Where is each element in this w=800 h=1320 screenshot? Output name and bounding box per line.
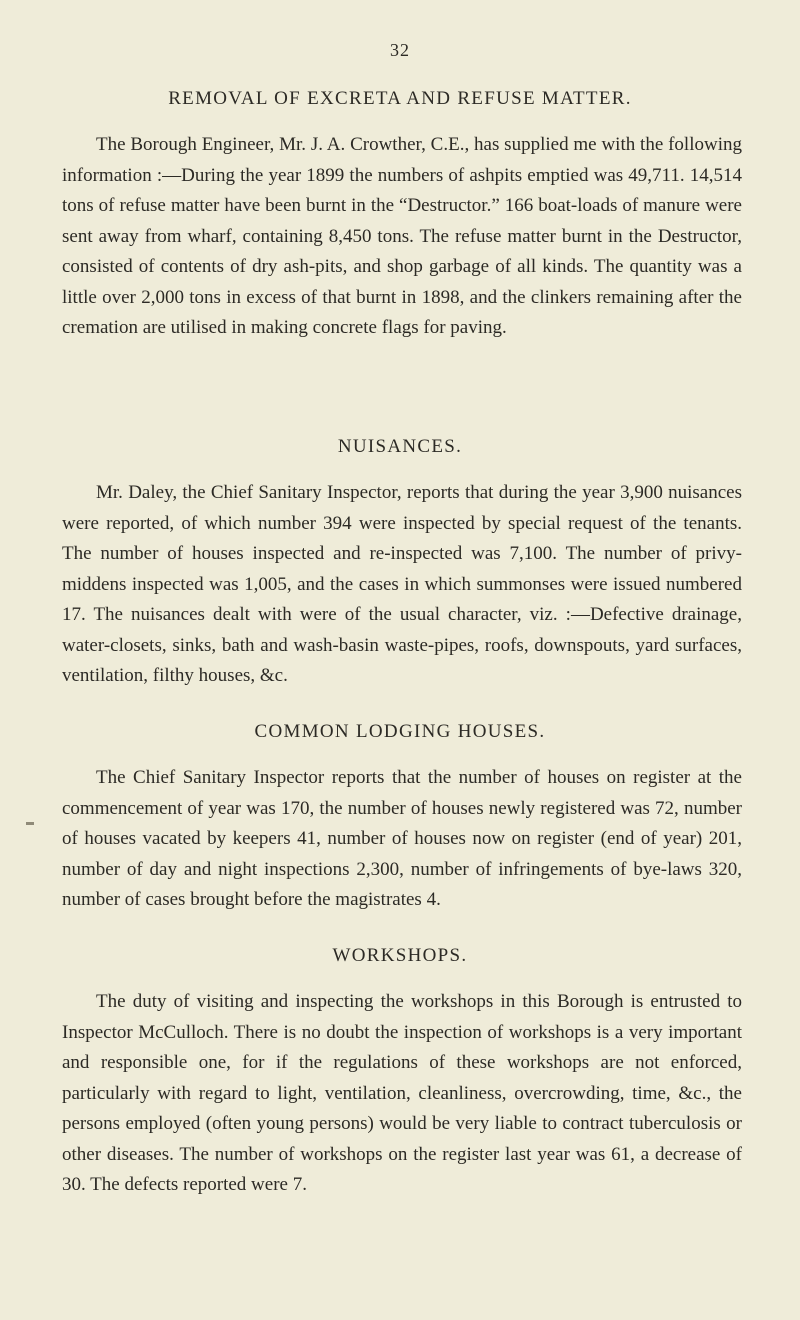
- paragraph-workshops: The duty of visiting and inspecting the workshops in this Borough is entrusted to Inspector McCulloch. There is no doubt the inspection of workshops is a very important and responsible one, for if the regulations of these workshops are not enforced, particularly with regard to light, ventilation, cleanliness, overcrowding, time, &c., the persons employed (often young persons) would be very liable to contract tuberculosis or other diseases. The number of workshops on the register last year was 61, a decrease of 30. The defects reported were 7.: [62, 991, 742, 1195]
- paragraph-nuisances: Mr. Daley, the Chief Sanitary Inspector, reports that during the year 3,900 nuisances were reported, of which number 394 were inspected by special request of the tenants. The number of houses inspected and re-inspected was 7,100. The number of privy-middens inspected was 1,005, and the cases in which summonses were issued numbered 17. The nuisances dealt with were of the usual character, viz. :—Defective drainage, water-closets, sinks, bath and wash-basin waste-pipes, roofs, downspouts, yard surfaces, ventilation, filthy houses, &c.: [62, 482, 742, 686]
- paragraph-common-lodging-houses: The Chief Sanitary Inspector reports that the number of houses on register at the commencement of year was 170, the number of houses newly registered was 72, number of houses vacated by keepers 41, number of houses now on register (end of year) 201, number of day and night inspections 2,300, number of infringements of bye-laws 320, number of cases brought before the magistrates 4.: [62, 767, 742, 910]
- page-number: 32: [390, 40, 410, 60]
- margin-mark: [26, 822, 34, 825]
- paragraph-removal-of-excreta: The Borough Engineer, Mr. J. A. Crowther, C.E., has supplied me with the following information :—During the year 1899 the numbers of ashpits emptied was 49,711. 14,514 tons of refuse matter have been burnt in the “Destructor.” 166 boat-loads of manure were sent away from wharf, containing 8,450 tons. The refuse matter burnt in the Destructor, consisted of contents of dry ash-pits, and shop garbage of all kinds. The quantity was a little over 2,000 tons in excess of that burnt in 1898, and the clinkers remaining after the cremation are utilised in making concrete flags for paving.: [62, 134, 742, 338]
- heading-common-lodging-houses: COMMON LODGING HOUSES.: [254, 721, 546, 742]
- heading-workshops: WORKSHOPS.: [332, 945, 468, 966]
- heading-removal-of-excreta: REMOVAL OF EXCRETA AND REFUSE MATTER.: [168, 88, 632, 109]
- heading-nuisances: NUISANCES.: [337, 436, 463, 457]
